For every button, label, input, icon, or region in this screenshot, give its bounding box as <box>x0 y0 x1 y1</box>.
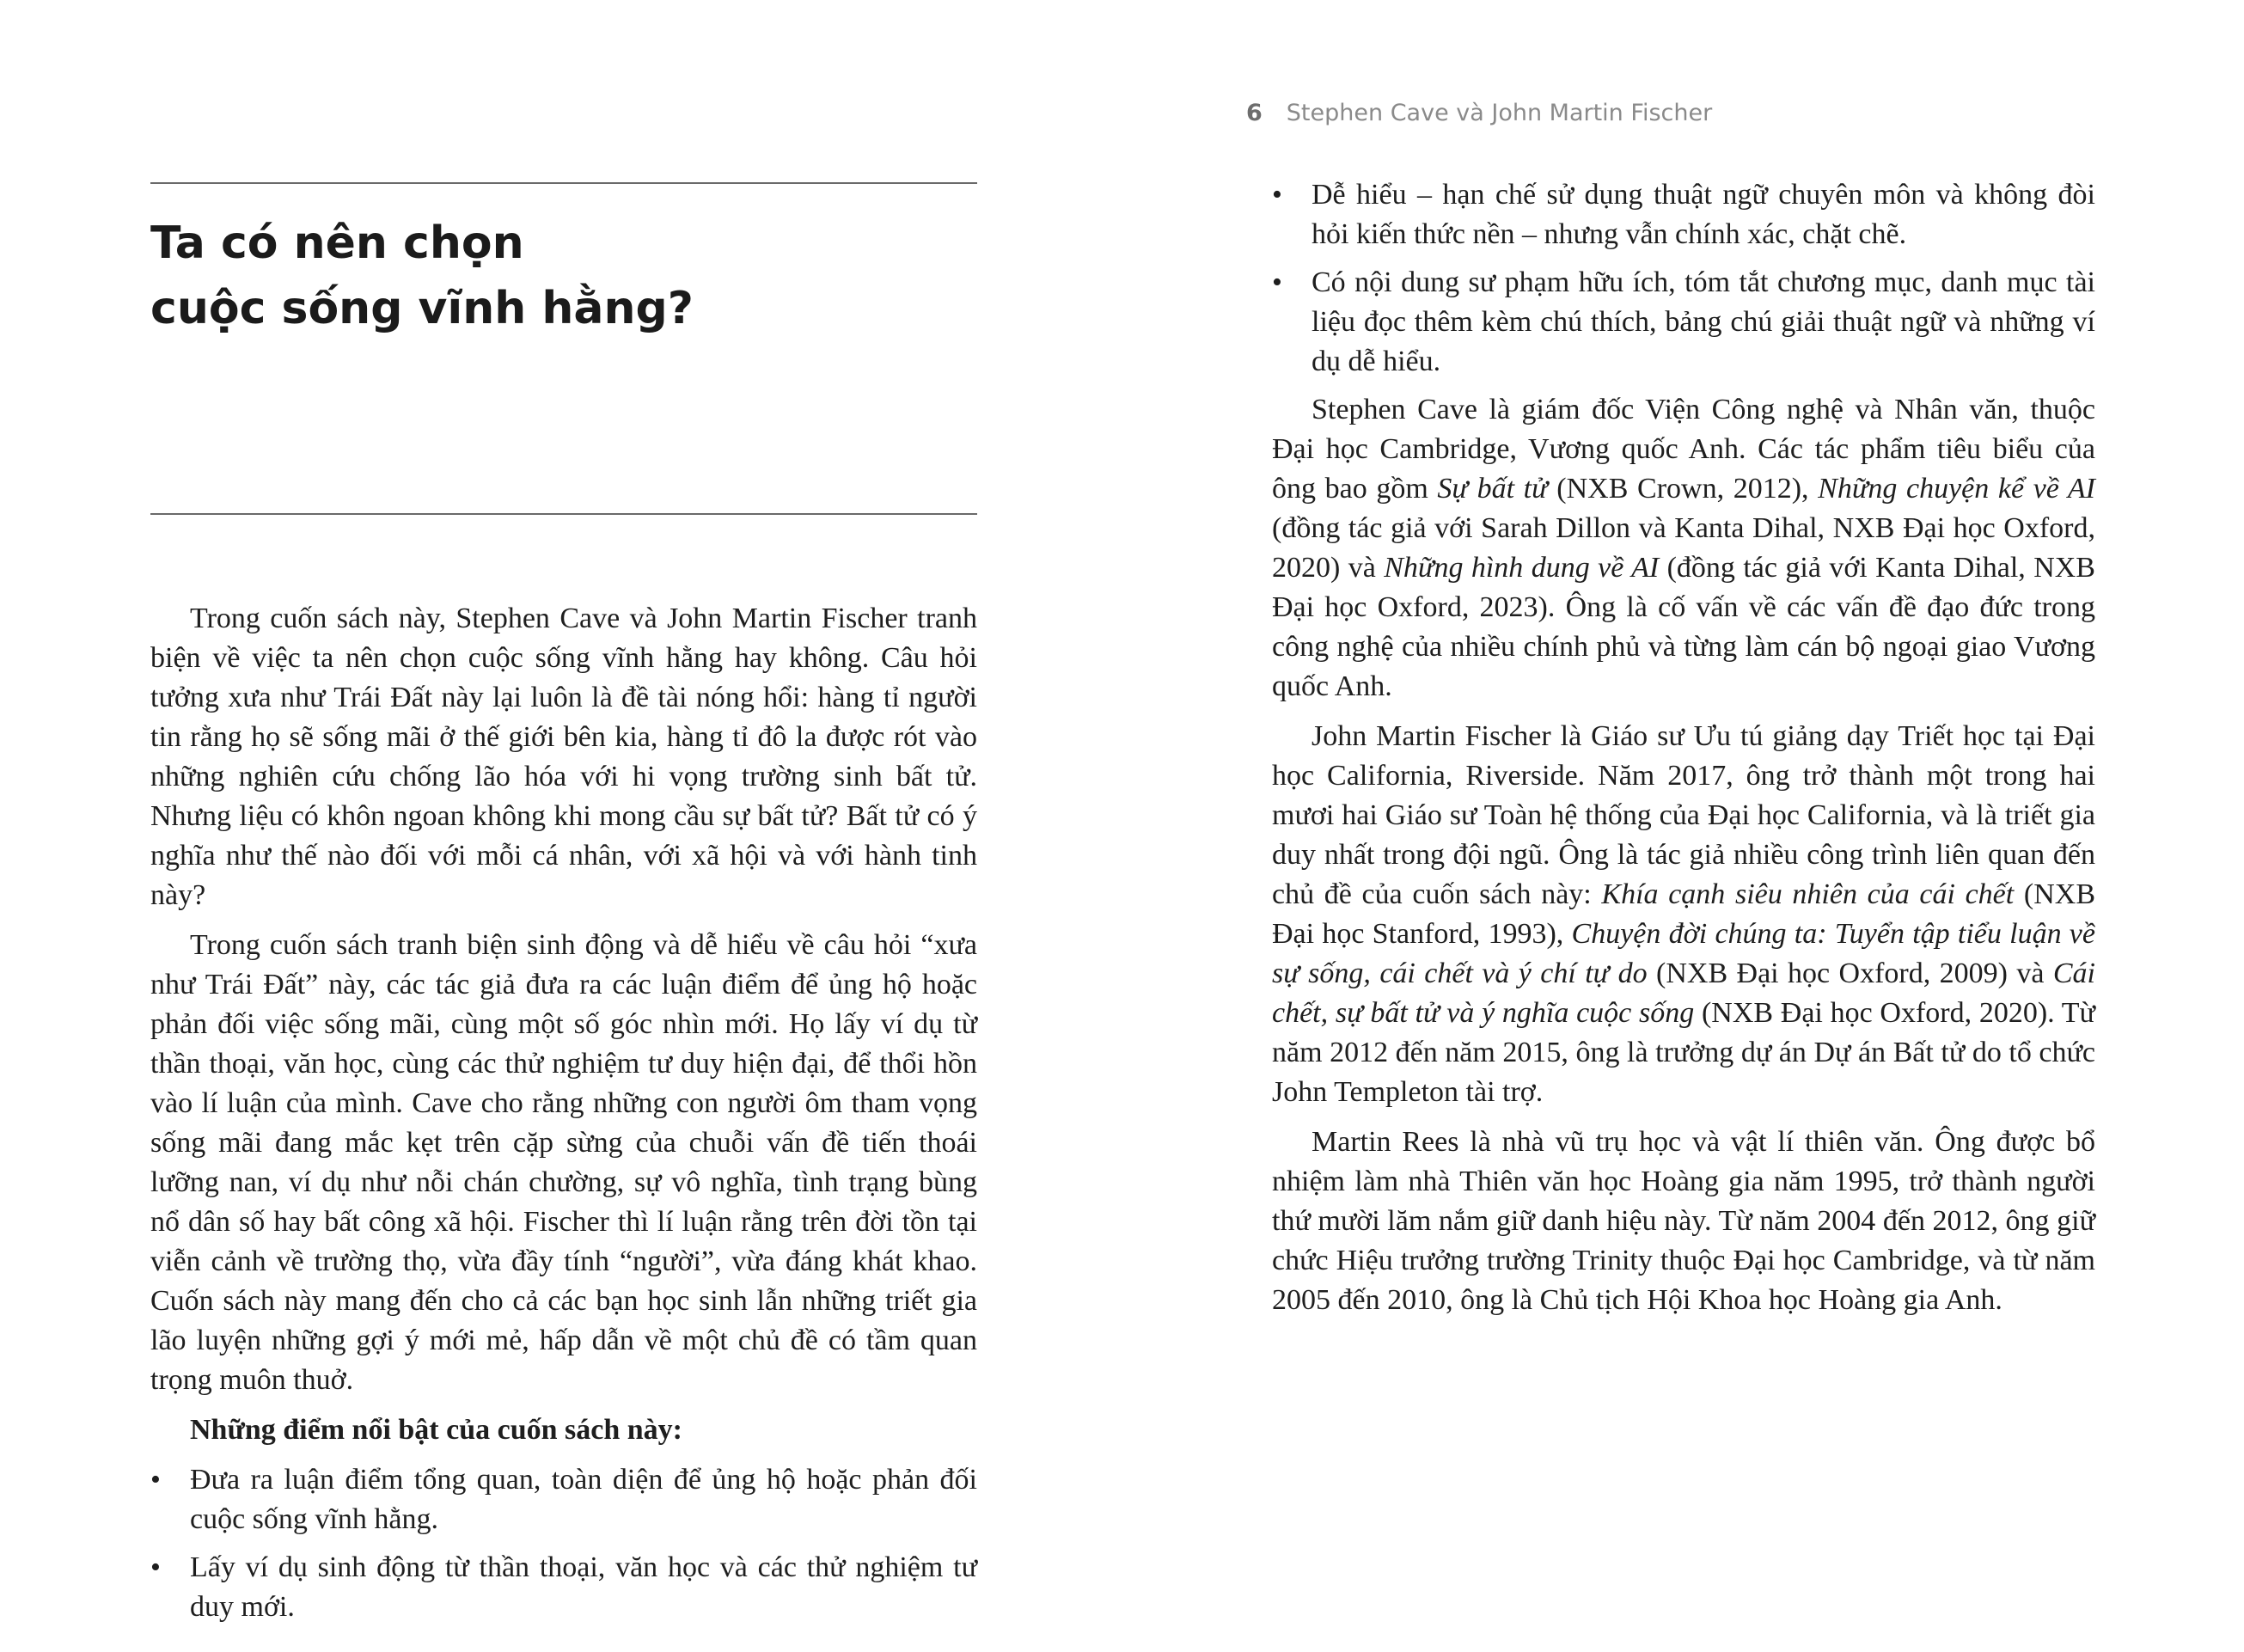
list-item-text: Lấy ví dụ sinh động từ thần thoại, văn học và các thử nghiệm tư duy mới. <box>190 1551 977 1623</box>
bio-text: (đồng tác giả với Kanta Dihal, NXB Đại học Oxford, 2023). Ông là cố vấn về các vấn đề đạo đức trong công nghệ của nhiều chính phủ và từng làm cán bộ ngoại giao Vương quốc Anh. <box>1272 552 2095 702</box>
bio-text: (NXB Crown, 2012), <box>1547 473 1819 505</box>
page-number: 6 <box>1246 100 1263 126</box>
title-rule-bottom <box>150 513 977 515</box>
list-item <box>1272 175 2095 254</box>
bullet-icon: • <box>1272 266 1282 298</box>
list-item-text: Đưa ra luận điểm tổng quan, toàn diện để ủng hộ hoặc phản đối cuộc sống vĩnh hằng. <box>190 1464 977 1535</box>
rees-bio-paragraph: Martin Rees là nhà vũ trụ học và vật lí thiên văn. Ông được bổ nhiệm làm nhà Thiên văn học Hoàng gia năm 1995, trở thành người thứ mười lăm nắm giữ danh hiệu này. Từ năm 2004 đến 2012, ông giữ chức Hiệu trưởng trường Trinity thuộc Đại học Cambridge, và từ năm 2005 đến 2010, ông là Chủ tịch Hội Khoa học Hoàng gia Anh. <box>1272 1126 2095 1316</box>
bio-text: (NXB Đại học Oxford, 2020). Từ năm 2012 đến năm 2015, ông là trưởng dự án Dự án Bất tử do tổ chức John Templeton tài trợ. <box>1272 997 2095 1108</box>
right-page <box>1122 0 2244 1652</box>
left-body-text <box>150 599 977 1636</box>
bullet-icon: • <box>150 1464 161 1496</box>
bullet-icon: • <box>1272 179 1282 211</box>
list-item <box>150 1548 977 1627</box>
book-title: Khía cạnh siêu nhiên của cái chết <box>1601 878 2015 910</box>
intro-paragraph-1: Trong cuốn sách này, Stephen Cave và John Martin Fischer tranh biện về việc ta nên chọn cuộc sống vĩnh hằng hay không. Câu hỏi tưởng xưa như Trái Đất này lại luôn là đề tài nóng hổi: hàng tỉ người tin rằng họ sẽ sống mãi ở thế giới bên kia, hàng tỉ đô la được rót vào những nghiên cứu chống lão hóa với hi vọng trường sinh bất tử. Nhưng liệu có khôn ngoan không khi mong cầu sự bất tử? Bất tử có ý nghĩa như thế nào đối với mỗi cá nhân, với xã hội và với hành tinh này? <box>150 603 977 911</box>
chapter-title <box>150 211 975 341</box>
book-title: Những chuyện kể về AI <box>1818 473 2095 505</box>
chapter-title-line-1: Ta có nên chọn <box>150 217 524 269</box>
book-title: Sự bất tử <box>1437 473 1548 505</box>
bullet-icon: • <box>150 1551 161 1583</box>
highlights-list-continued <box>1272 175 2095 382</box>
running-head-authors: Stephen Cave và John Martin Fischer <box>1286 100 1713 126</box>
fischer-bio-paragraph <box>1272 717 2095 1112</box>
cave-bio-paragraph <box>1272 390 2095 707</box>
book-title: Chuyện đời chúng ta: Tuyển tập tiểu luận về sự sống, cái chết và ý chí tự do <box>1272 918 2095 989</box>
bio-text: John Martin Fischer là Giáo sư Ưu tú giảng dạy Triết học tại Đại học California, Riverside. Năm 2017, ông trở thành một trong hai mươi hai Giáo sư Toàn hệ thống của Đại học California, và là triết gia duy nhất trong đội ngũ. Ông là tác giả nhiều công trình liên quan đến chủ đề của cuốn sách này: <box>1272 720 2095 910</box>
bio-text: (NXB Đại học Stanford, 1993), <box>1272 878 2095 950</box>
intro-paragraph-2: Trong cuốn sách tranh biện sinh động và dễ hiểu về câu hỏi “xưa như Trái Đất” này, các tác giả đưa ra các luận điểm để ủng hộ hoặc phản đối việc sống mãi, cùng một số góc nhìn mới. Họ lấy ví dụ từ thần thoại, văn học, cùng các thử nghiệm tư duy hiện đại, để thổi hồn vào lí luận của mình. Cave cho rằng những con người ôm tham vọng sống mãi đang mắc kẹt trên cặp sừng của chuỗi vấn đề tiến thoái lưỡng nan, ví dụ như nỗi chán chường, sự vô nghĩa, tình trạng bùng nổ dân số hay bất công xã hội. Fischer thì lí luận rằng trên đời tồn tại viễn cảnh về trường thọ, vừa đầy tính “người”, vừa đáng khát khao. Cuốn sách này mang đến cho cả các bạn học sinh lẫn những triết gia lão luyện những gợi ý mới mẻ, hấp dẫn về một chủ đề có tầm quan trọng muôn thuở. <box>150 929 977 1396</box>
book-title: Cái chết, sự bất tử và ý nghĩa cuộc sống <box>1272 958 2095 1029</box>
list-item-text: Có nội dung sư phạm hữu ích, tóm tắt chương mục, danh mục tài liệu đọc thêm kèm chú thích, bảng chú giải thuật ngữ và những ví dụ dễ hiểu. <box>1312 266 2095 377</box>
right-body-text <box>1272 175 2095 1331</box>
running-head <box>1246 96 1712 131</box>
bio-text: Stephen Cave là giám đốc Viện Công nghệ và Nhân văn, thuộc Đại học Cambridge, Vương quốc Anh. Các tác phẩm tiêu biểu của ông bao gồm <box>1272 394 2095 505</box>
chapter-title-line-2: cuộc sống vĩnh hằng? <box>150 283 694 334</box>
title-rule-top <box>150 182 977 184</box>
book-title: Những hình dung về AI <box>1384 552 1660 584</box>
list-item-text: Dễ hiểu – hạn chế sử dụng thuật ngữ chuyên môn và không đòi hỏi kiến thức nền – nhưng vẫn chính xác, chặt chẽ. <box>1312 179 2095 250</box>
list-item <box>1272 263 2095 382</box>
highlights-heading: Những điểm nổi bật của cuốn sách này: <box>190 1414 683 1446</box>
bio-text: (NXB Đại học Oxford, 2009) và <box>1647 958 2053 989</box>
bio-text: (đồng tác giả với Sarah Dillon và Kanta Dihal, NXB Đại học Oxford, 2020) và <box>1272 512 2095 584</box>
list-item <box>150 1460 977 1539</box>
highlights-list <box>150 1460 977 1627</box>
